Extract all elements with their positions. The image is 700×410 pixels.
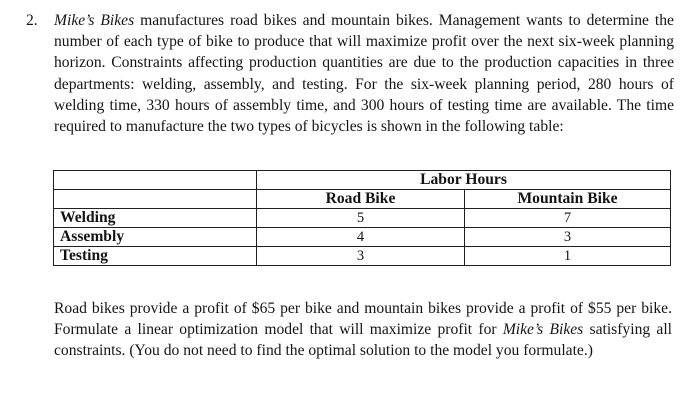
- testing-road-hours: 3: [257, 247, 465, 266]
- table-corner-cell: [54, 171, 257, 190]
- labor-hours-table-container: [53, 170, 670, 268]
- labor-hours-header: Labor Hours: [257, 171, 671, 190]
- company-name-closing: Mike’s Bikes: [502, 321, 584, 339]
- assembly-mountain-hours: 3: [465, 228, 671, 247]
- column-header-mountain-bike: Mountain Bike: [465, 190, 671, 209]
- column-header-road-bike: Road Bike: [257, 190, 465, 209]
- intro-text: manufactures road bikes and mountain bikes. Management wants to determine the number of each type of bike to produce that will maximize profit over the next six-week planning horizon. Constraints affecting production quantities are due to the production capacities in three departments: welding, assembly, and testing. For the six-week planning period, 280 hours of welding time, 330 hours of assembly time, and 300 hours of testing time are available. The time required to manufacture the two types of bicycles is shown in the following table:: [54, 12, 674, 136]
- table-row: [54, 228, 671, 247]
- table-corner-cell-2: [54, 190, 257, 209]
- company-name: Mike’s Bikes: [54, 12, 135, 29]
- labor-hours-table: [53, 170, 671, 266]
- assembly-road-hours: 4: [257, 228, 465, 247]
- table-row: [54, 209, 671, 228]
- problem-closing: [54, 298, 672, 362]
- testing-mountain-hours: 1: [465, 247, 671, 266]
- closing-text-2: satisfying all constraints. (You do not need to find the optimal solution to the model you formulate.): [54, 321, 672, 360]
- table-group-header-row: [54, 171, 671, 190]
- table-column-header-row: [54, 190, 671, 209]
- problem-statement: [26, 10, 674, 137]
- closing-text-1: Road bikes provide a profit of $65 per bike and mountain bikes provide a profit of $55 per bike. Formulate a linear optimization model that will maximize profit for: [54, 300, 672, 339]
- row-label-assembly: Assembly: [54, 228, 257, 247]
- problem-number: 2.: [26, 12, 38, 29]
- welding-mountain-hours: 7: [465, 209, 671, 228]
- table-row: [54, 247, 671, 266]
- row-label-welding: Welding: [54, 209, 257, 228]
- row-label-testing: Testing: [54, 247, 257, 266]
- problem-intro: [26, 10, 674, 137]
- welding-road-hours: 5: [257, 209, 465, 228]
